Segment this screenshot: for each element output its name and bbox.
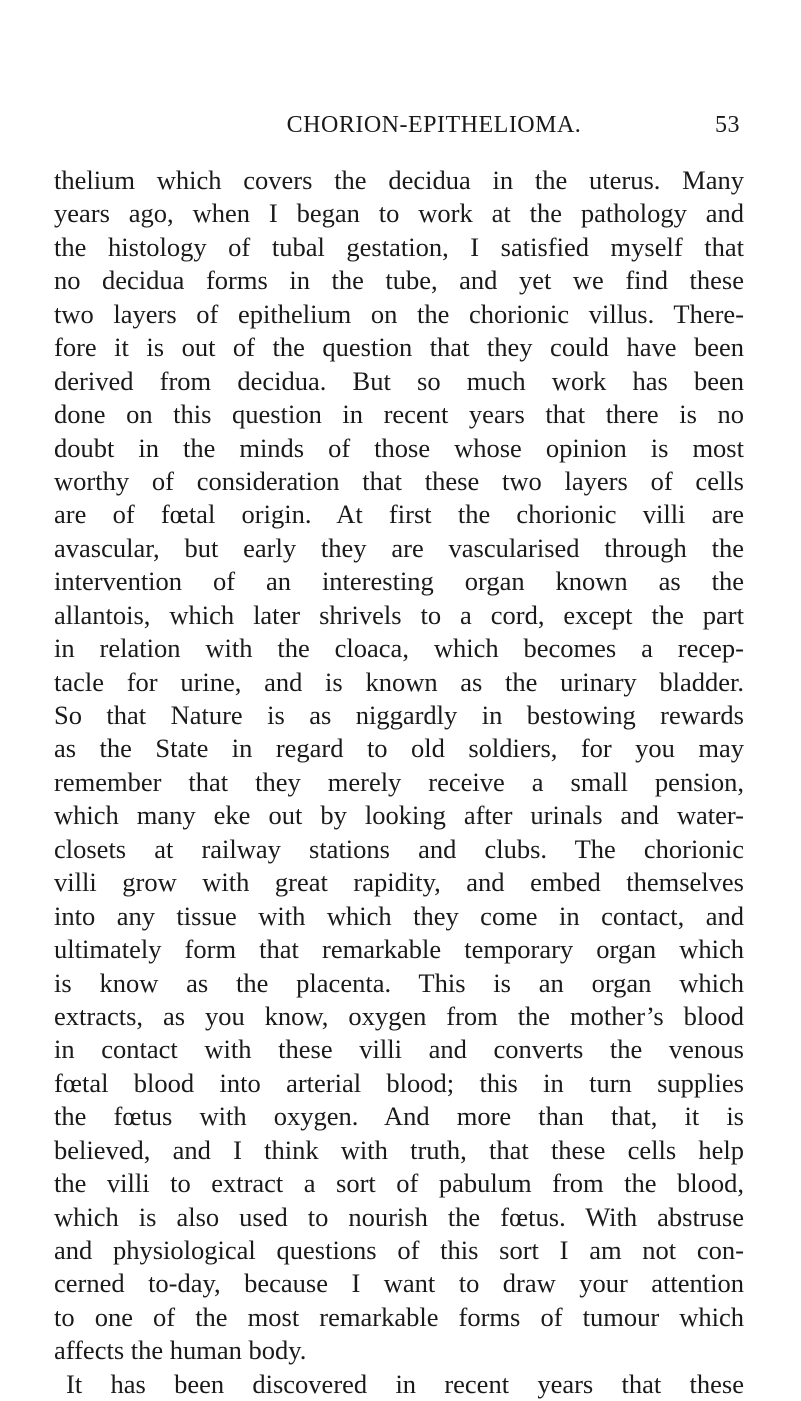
- text-line: and physiological questions of this sort I am not con-: [54, 1235, 744, 1265]
- text-line: is know as the placenta. This is an organ which: [54, 967, 744, 998]
- text-line-paragraph-start: It has been discovered in recent years that these: [66, 1368, 744, 1399]
- text-line: the villi to extract a sort of pabulum from the blood,: [54, 1168, 744, 1199]
- text-line: villi grow with great rapidity, and embed themselves: [54, 867, 744, 898]
- text-line: thelium which covers the decidua in the uterus. Many: [54, 165, 744, 195]
- text-line: as the State in regard to old soldiers, for you may: [54, 733, 744, 764]
- text-line: worthy of consideration that these two layers of cells: [54, 465, 744, 496]
- body-text: [54, 164, 744, 1401]
- text-line: done on this question in recent years that there is no: [54, 399, 744, 430]
- text-line: which many eke out by looking after urinals and water-: [54, 800, 744, 831]
- running-head: [128, 112, 740, 144]
- text-line: years ago, when I began to work at the pathology and: [54, 198, 744, 229]
- page-number: 53: [715, 112, 740, 138]
- text-line: two layers of epithelium on the chorionic villus. There-: [54, 298, 744, 329]
- running-title: CHORION-EPITHELIOMA.: [286, 112, 582, 138]
- text-line: believed, and I think with truth, that these cells help: [54, 1134, 744, 1165]
- text-line: cerned to-day, because I want to draw your attention: [54, 1268, 744, 1299]
- text-line: avascular, but early they are vascularised through the: [54, 532, 744, 563]
- text-line: ultimately form that remarkable temporary organ which: [54, 934, 744, 965]
- text-line: derived from decidua. But so much work has been: [54, 365, 744, 396]
- text-line: closets at railway stations and clubs. The chorionic: [54, 833, 744, 864]
- text-line: fœtal blood into arterial blood; this in turn supplies: [54, 1067, 744, 1098]
- text-line: no decidua forms in the tube, and yet we find these: [54, 265, 744, 296]
- text-line: doubt in the minds of those whose opinion is most: [54, 432, 744, 463]
- text-line: fore it is out of the question that they could have been: [54, 332, 744, 363]
- text-line: to one of the most remarkable forms of tumour which: [54, 1301, 744, 1332]
- text-line: in relation with the cloaca, which becomes a recep-: [54, 633, 744, 664]
- text-line: the fœtus with oxygen. And more than that, it is: [54, 1101, 744, 1132]
- text-line: the histology of tubal gestation, I satisfied myself that: [54, 231, 744, 262]
- text-line: affects the human body.: [54, 1335, 307, 1366]
- text-line: remember that they merely receive a small pension,: [54, 766, 744, 797]
- text-line: in contact with these villi and converts the venous: [54, 1034, 744, 1065]
- text-line: which is also used to nourish the fœtus. With abstruse: [54, 1201, 744, 1232]
- text-line: allantois, which later shrivels to a cord, except the part: [54, 599, 744, 630]
- text-line: So that Nature is as niggardly in bestowing rewards: [54, 700, 744, 730]
- text-line: into any tissue with which they come in contact, and: [54, 900, 744, 931]
- text-line: tacle for urine, and is known as the urinary bladder.: [54, 666, 744, 697]
- text-line: are of fœtal origin. At first the chorionic villi are: [54, 499, 744, 530]
- text-line: intervention of an interesting organ known as the: [54, 566, 744, 597]
- text-line: extracts, as you know, oxygen from the mother’s blood: [54, 1000, 744, 1031]
